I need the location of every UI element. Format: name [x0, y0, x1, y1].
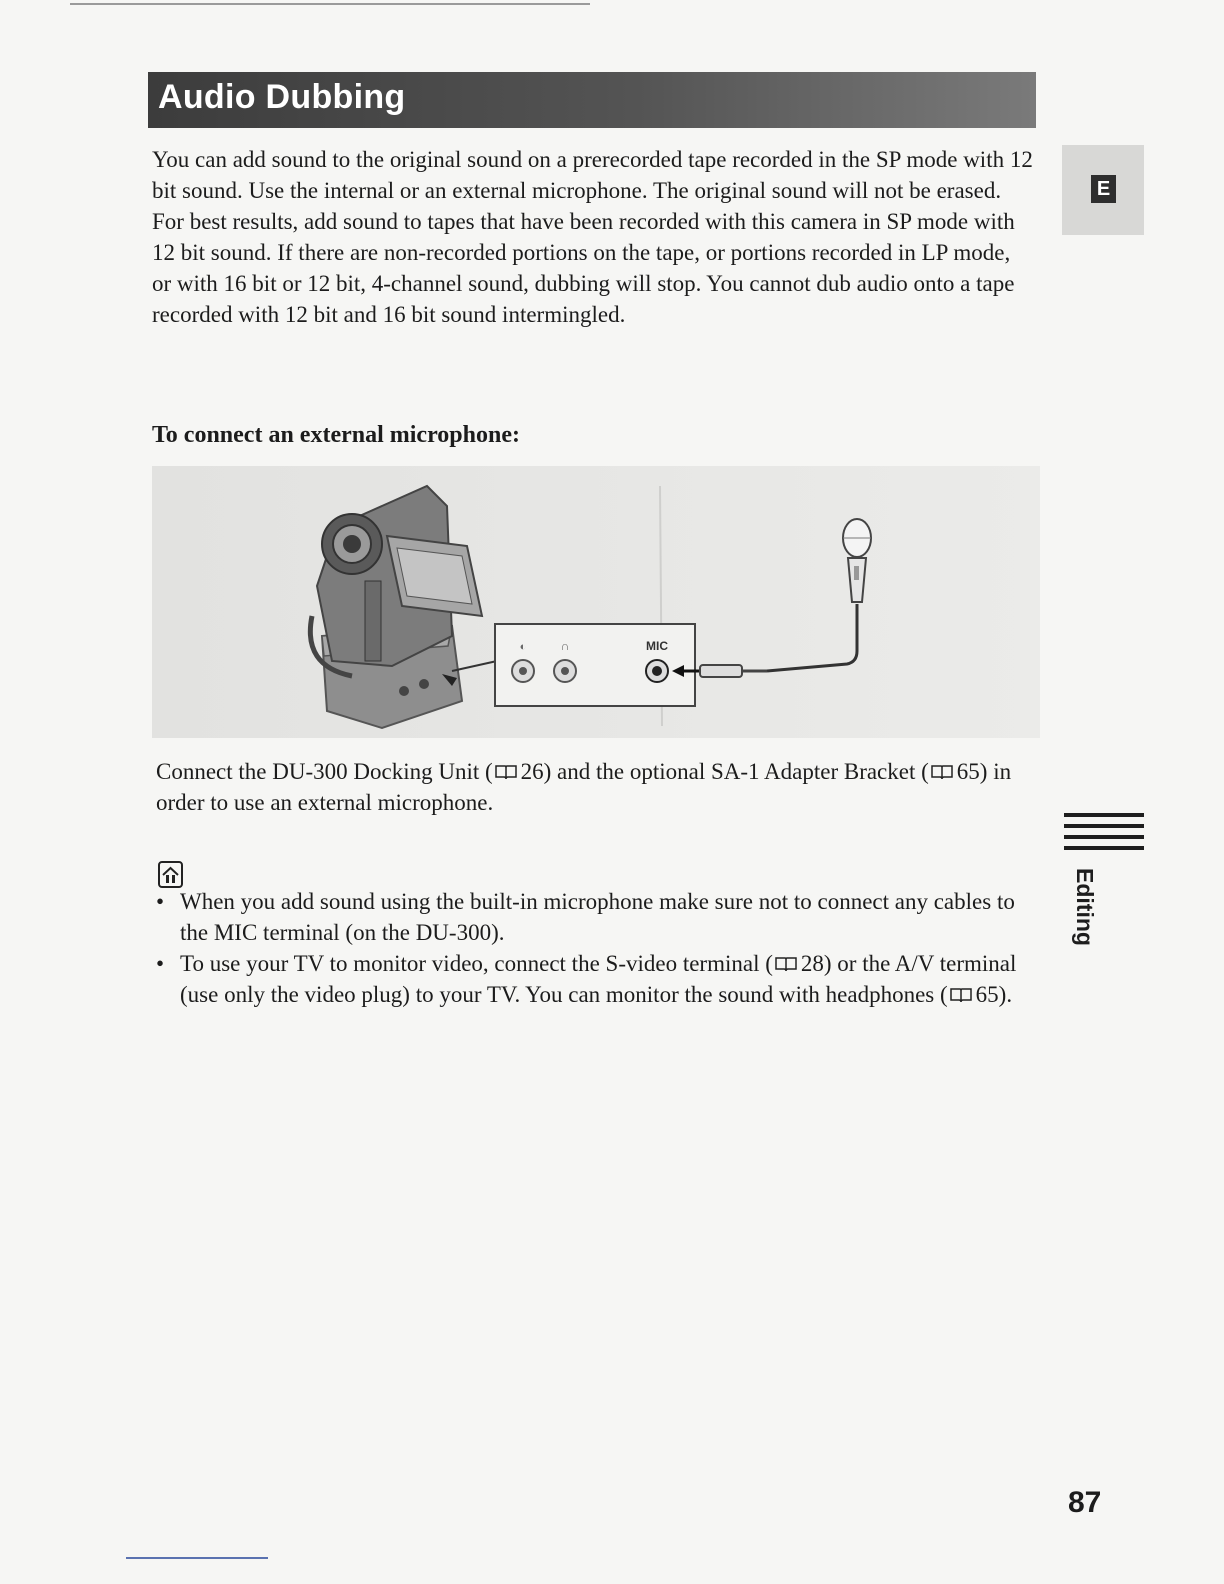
top-rule	[70, 3, 590, 5]
book-reference-icon	[495, 765, 517, 780]
intro-paragraph-1: You can add sound to the original sound on a prerecorded tape recorded in the SP mode with 12 bit sound. Use the internal or an external microphone. The original sound will not be erased.	[152, 147, 1033, 203]
note-page-ref-2: 65	[975, 982, 999, 1007]
book-reference-icon	[931, 765, 953, 780]
note-page-ref-1: 28	[800, 951, 824, 976]
caption-page-ref-2: 65	[956, 759, 980, 784]
caption-page-ref-1: 26	[520, 759, 544, 784]
section-marker-lines	[1064, 813, 1144, 857]
language-badge: E	[1091, 175, 1116, 203]
bullet: •	[156, 889, 165, 914]
subheading: To connect an external microphone:	[152, 422, 520, 448]
page-number: 87	[1068, 1486, 1102, 1519]
diagram-caption	[156, 756, 1026, 818]
caption-text-2: ) and the optional SA-1 Adapter Bracket (	[543, 759, 929, 784]
language-tab	[1062, 145, 1144, 235]
caption-text-1: Connect the DU-300 Docking Unit (	[156, 759, 493, 784]
headphone-symbol-icon: ∩	[560, 639, 570, 653]
note-text-1: When you add sound using the built-in microphone make sure not to connect any cables to the MIC terminal (on the DU-300).	[180, 889, 1015, 945]
intro-text	[152, 144, 1034, 330]
note-item	[154, 948, 1034, 1010]
notes-list	[154, 886, 1034, 1010]
bottom-rule	[126, 1557, 268, 1559]
connection-diagram	[152, 466, 1040, 738]
note-text-2c: ).	[998, 982, 1013, 1007]
intro-paragraph-2: For best results, add sound to tapes that have been recorded with this camera in SP mode with 12 bit sound. If there are non-recorded portions on the tape, or portions recorded in LP mode, or with 16 bit or 12 bit, 4-channel sound, dubbing will stop. You cannot dub audio onto a tape recorded with 12 bit and 16 bit sound intermingled.	[152, 209, 1015, 327]
terminal-panel	[495, 624, 695, 706]
caption-text-3: ) in order to use an external microphone.	[156, 759, 1012, 815]
book-reference-icon	[775, 957, 797, 972]
book-reference-icon	[950, 988, 972, 1003]
note-text-2a: To use your TV to monitor video, connect the S-video terminal (	[180, 951, 773, 976]
mic-terminal-label: MIC	[646, 639, 668, 653]
s-video-symbol-icon: ◐	[519, 641, 527, 653]
page-title: Audio Dubbing	[158, 78, 406, 116]
section-label: Editing	[1072, 868, 1098, 946]
section-title-bar	[148, 72, 1036, 128]
note-item	[154, 886, 1034, 948]
bullet: •	[156, 951, 165, 976]
note-text-2b: ) or the A/V terminal (use only the video plug) to your TV. You can monitor the sound with headphones (	[180, 951, 1017, 1007]
